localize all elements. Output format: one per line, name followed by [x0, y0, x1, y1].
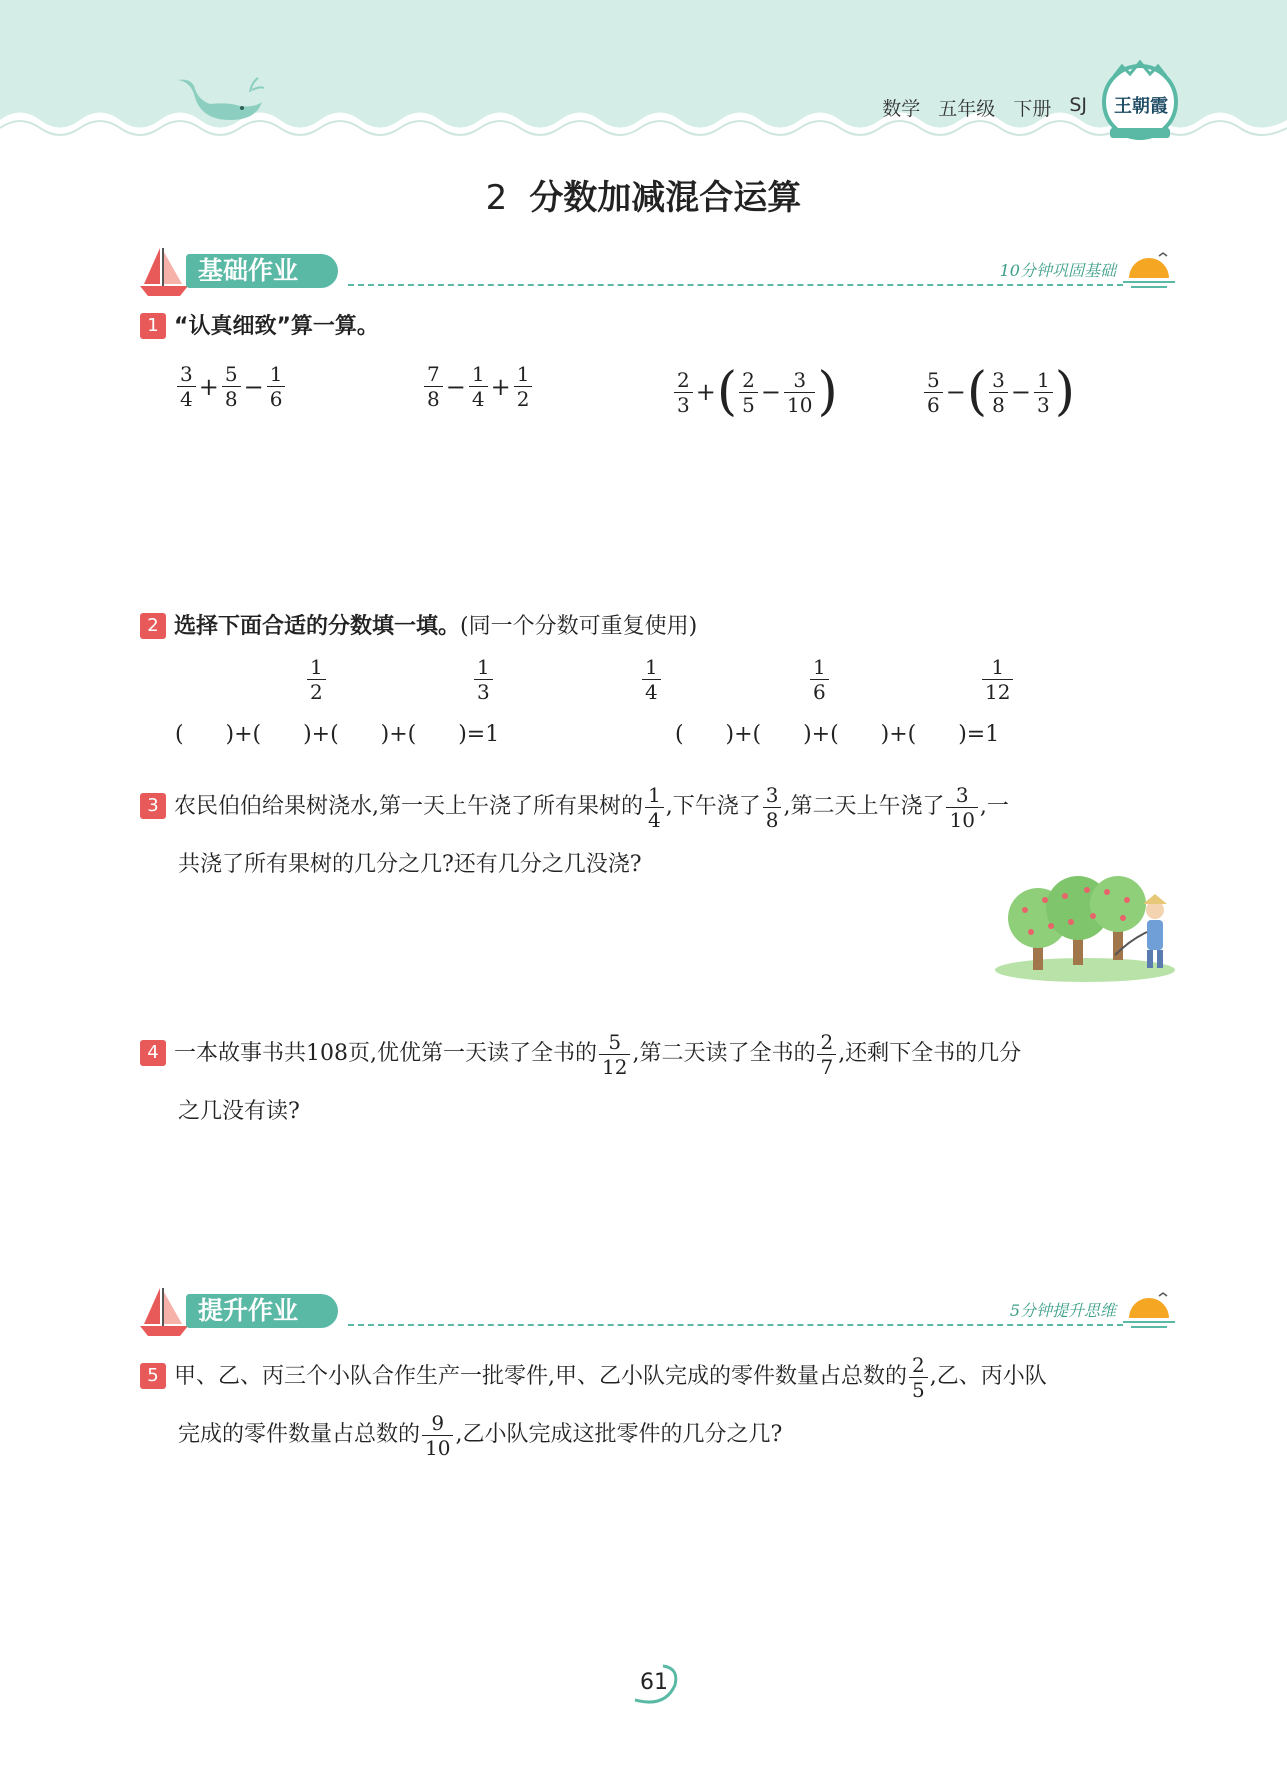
numerator: 1 — [269, 362, 283, 386]
operator: − — [243, 372, 264, 401]
fraction — [674, 368, 693, 417]
denominator: 3 — [674, 392, 693, 417]
fraction — [946, 783, 977, 832]
question-3-text-part: 农民伯伯给果树浇水,第一天上午浇了所有果树的 — [174, 794, 643, 819]
choice-fraction — [474, 655, 493, 704]
numerator: 1 — [648, 782, 661, 807]
question-number-badge: 4 — [140, 1040, 166, 1066]
right-paren: ) — [1054, 362, 1076, 422]
denominator: 2 — [514, 386, 533, 411]
fraction — [989, 368, 1008, 417]
denominator: 6 — [810, 679, 829, 704]
left-paren: ( — [716, 362, 738, 422]
numerator: 3 — [180, 362, 193, 386]
denominator: 3 — [474, 679, 493, 704]
choice-fraction — [642, 655, 661, 704]
numerator: 1 — [310, 655, 323, 679]
expression-1 — [175, 362, 287, 411]
page-header — [0, 0, 1287, 150]
fill-blank-equation-2[interactable]: ( )+( )+( )+( )=1 — [675, 722, 1000, 747]
question-5-text-part: ,乙小队完成这批零件的几分之几? — [455, 1422, 783, 1447]
subject-label: 数学 — [882, 98, 921, 120]
numerator: 9 — [431, 1410, 445, 1435]
question-5-text-part: 完成的零件数量占总数的 — [178, 1422, 421, 1447]
denominator: 4 — [642, 679, 661, 704]
fraction — [177, 362, 196, 411]
farmer-watering-trees-illustration — [995, 870, 1180, 985]
operator: − — [945, 378, 966, 406]
fill-blank-equation-1[interactable]: ( )+( )+( )+( )=1 — [175, 722, 500, 747]
fraction — [784, 368, 815, 417]
question-3-text-part: ,第二天上午浇了 — [783, 794, 945, 819]
lesson-number: 2 — [485, 178, 508, 218]
question-5-text-part: 甲、乙、丙三个小队合作生产一批零件,甲、乙小队完成的零件数量占总数的 — [174, 1364, 907, 1389]
choice-fraction — [307, 655, 326, 704]
operator: − — [1010, 378, 1031, 406]
numerator: 7 — [427, 362, 440, 386]
denominator: 5 — [909, 1377, 928, 1402]
section-basic-banner — [138, 244, 1178, 300]
numerator: 1 — [1036, 367, 1050, 392]
page-number: 61 — [640, 1670, 668, 1695]
denominator: 4 — [645, 807, 664, 832]
numerator: 1 — [813, 655, 826, 679]
question-5-text-part: ,乙、丙小队 — [929, 1364, 1047, 1389]
denominator: 10 — [946, 807, 977, 832]
fraction — [1034, 368, 1053, 417]
expression-4 — [922, 362, 1075, 422]
operator: + — [198, 372, 219, 401]
numerator: 5 — [224, 362, 238, 386]
numerator: 1 — [471, 362, 485, 386]
denominator: 6 — [267, 386, 286, 411]
denominator: 4 — [177, 386, 196, 411]
numerator: 5 — [608, 1029, 622, 1054]
denominator: 10 — [422, 1435, 453, 1460]
grade-label: 五年级 — [938, 98, 996, 120]
fraction — [424, 362, 443, 411]
operator: + — [695, 378, 716, 406]
lesson-title: 分数加减混合运算 — [529, 178, 802, 218]
question-1-text: “认真细致”算一算。 — [174, 314, 379, 339]
fraction — [909, 1353, 928, 1402]
numerator: 1 — [516, 362, 530, 386]
left-paren: ( — [966, 362, 988, 422]
denominator: 6 — [924, 392, 943, 417]
fraction — [763, 783, 782, 832]
section-advanced-banner — [138, 1284, 1178, 1340]
right-paren: ) — [817, 362, 838, 422]
question-2 — [140, 598, 1180, 656]
divider — [348, 284, 1123, 286]
sailboat-icon — [138, 1284, 190, 1340]
logo-text — [1108, 92, 1174, 118]
numerator: 1 — [645, 655, 658, 679]
numerator: 5 — [927, 367, 940, 392]
denominator: 8 — [763, 807, 782, 832]
fraction — [267, 362, 286, 411]
expression-3 — [672, 362, 838, 422]
question-1 — [140, 298, 1180, 356]
denominator: 10 — [784, 392, 815, 417]
denominator: 7 — [817, 1054, 836, 1079]
question-3-text-line2: 共浇了所有果树的几分之几?还有几分之几没浇? — [178, 852, 642, 877]
denominator: 3 — [1034, 392, 1053, 417]
numerator: 3 — [955, 782, 969, 807]
whale-icon — [170, 72, 270, 132]
question-2-note: (同一个分数可重复使用) — [460, 614, 698, 639]
numerator: 1 — [991, 655, 1005, 679]
edition-label: SJ — [1069, 94, 1087, 116]
numerator: 3 — [765, 782, 779, 807]
fraction — [645, 783, 664, 832]
choice-fraction — [810, 655, 829, 704]
numerator: 2 — [742, 367, 755, 392]
fraction — [599, 1030, 630, 1079]
numerator: 3 — [992, 367, 1005, 392]
fraction — [222, 362, 241, 411]
fraction — [422, 1411, 453, 1460]
question-number-badge: 5 — [140, 1363, 166, 1389]
question-number-badge: 2 — [140, 613, 166, 639]
denominator: 12 — [982, 679, 1013, 704]
numerator: 1 — [477, 655, 490, 679]
denominator: 8 — [222, 386, 241, 411]
question-5 — [140, 1348, 1180, 1464]
question-number-badge: 3 — [140, 793, 166, 819]
numerator: 2 — [820, 1029, 834, 1054]
section-advanced-label: 提升作业 — [186, 1294, 338, 1328]
section-advanced-note: 5分钟提升思维 — [1009, 1301, 1116, 1320]
fraction — [469, 362, 488, 411]
sunset-icon — [1123, 1290, 1178, 1330]
volume-label: 下册 — [1013, 98, 1052, 120]
divider — [348, 1324, 1123, 1326]
operator: + — [490, 372, 511, 401]
fraction — [817, 1030, 836, 1079]
numerator: 2 — [677, 367, 690, 392]
denominator: 2 — [307, 679, 326, 704]
expression-2 — [422, 362, 534, 411]
question-3-text-part: ,下午浇了 — [665, 794, 761, 819]
question-number-badge: 1 — [140, 313, 166, 339]
operator: − — [760, 378, 781, 406]
question-4 — [140, 1025, 1180, 1141]
sunset-icon — [1123, 250, 1178, 290]
denominator: 8 — [424, 386, 443, 411]
question-4-text-part: ,还剩下全书的几分 — [838, 1041, 1022, 1066]
denominator: 8 — [989, 392, 1008, 417]
page-title — [0, 170, 1287, 219]
question-2-text: 选择下面合适的分数填一填。 — [174, 614, 461, 639]
section-basic-note: 10分钟巩固基础 — [999, 261, 1116, 280]
denominator: 4 — [469, 386, 488, 411]
fraction — [739, 368, 758, 417]
operator: − — [445, 372, 466, 401]
question-3-text-part: ,一 — [979, 794, 1009, 819]
choice-fraction — [982, 655, 1013, 704]
question-4-text-part: ,第二天读了全书的 — [632, 1041, 816, 1066]
numerator: 2 — [912, 1352, 925, 1377]
numerator: 3 — [793, 367, 807, 392]
denominator: 5 — [739, 392, 758, 417]
logo-text-label: 王朝霞 — [1114, 96, 1168, 117]
book-meta — [882, 94, 1087, 121]
fraction — [924, 368, 943, 417]
denominator: 12 — [599, 1054, 630, 1079]
question-4-text-line2: 之几没有读? — [178, 1099, 300, 1124]
fraction — [514, 362, 533, 411]
section-basic-label: 基础作业 — [186, 254, 338, 288]
sailboat-icon — [138, 244, 190, 300]
question-4-text-part: 一本故事书共108页,优优第一天读了全书的 — [174, 1041, 597, 1066]
